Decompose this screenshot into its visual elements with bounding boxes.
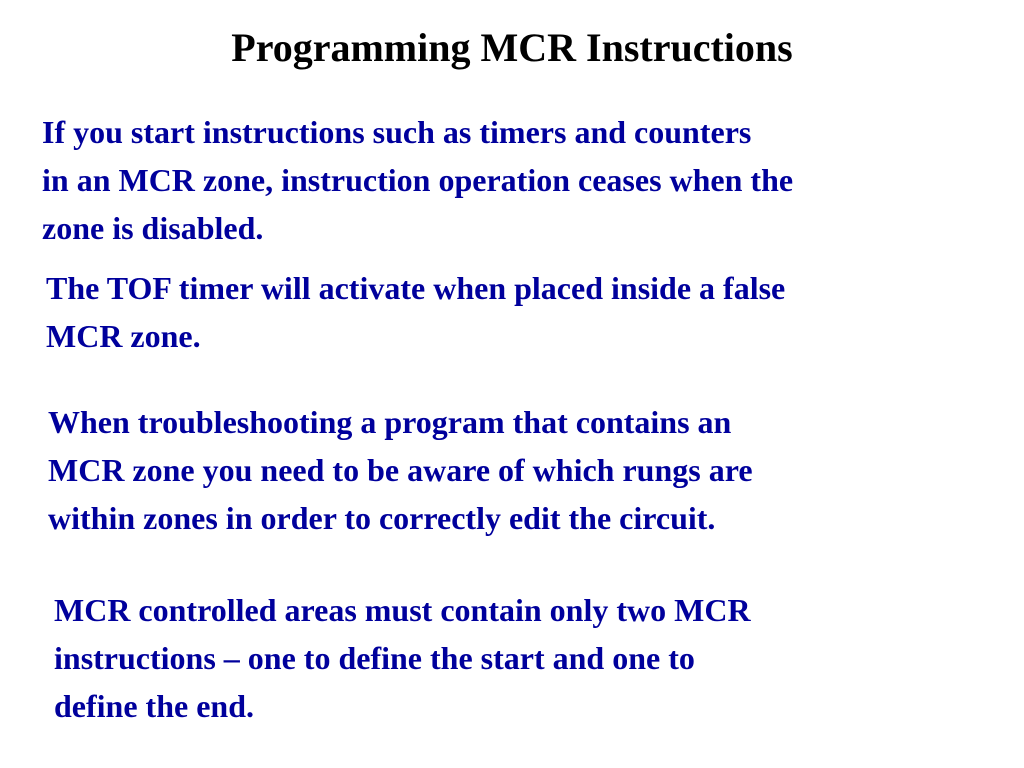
paragraph-line: The TOF timer will activate when placed inside a false [46,270,786,306]
paragraph-mcr-zone-timers [42,108,793,252]
paragraph-line: define the end. [54,688,254,724]
paragraph-line: zone is disabled. [42,210,264,246]
slide-title: Programming MCR Instructions [231,25,793,70]
paragraph-troubleshooting [48,398,753,542]
paragraph-line: MCR controlled areas must contain only two MCR [54,592,751,628]
paragraph-line: instructions – one to define the start and one to [54,640,695,676]
paragraph-line: MCR zone. [46,318,201,354]
paragraph-line: within zones in order to correctly edit the circuit. [48,500,716,536]
paragraph-line: If you start instructions such as timers and counters [42,114,752,150]
paragraph-tof-timer [46,264,785,360]
paragraph-line: When troubleshooting a program that contains an [48,404,732,440]
paragraph-line: MCR zone you need to be aware of which rungs are [48,452,753,488]
paragraph-line: in an MCR zone, instruction operation ceases when the [42,162,794,198]
paragraph-mcr-controlled-areas [54,586,751,730]
